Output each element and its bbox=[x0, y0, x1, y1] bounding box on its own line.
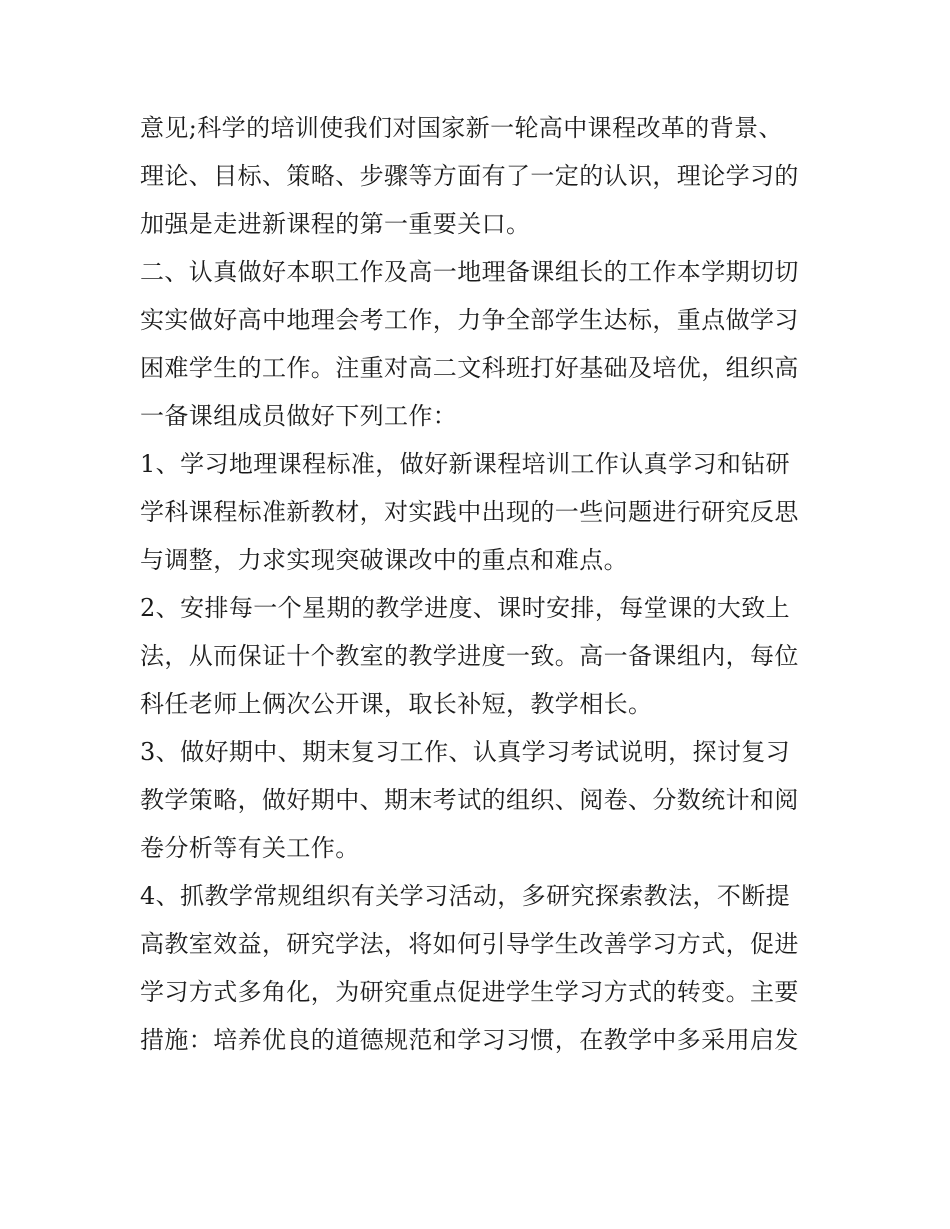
text-line: 科任老师上俩次公开课，取长补短，教学相长。 bbox=[140, 690, 653, 718]
text-line: 3、做好期中、期末复习工作、认真学习考试说明，探讨复习 bbox=[140, 738, 791, 766]
text-line: 4、抓教学常规组织有关学习活动，多研究探索教法，不断提 bbox=[140, 882, 791, 910]
text-line: 一备课组成员做好下列工作： bbox=[140, 402, 458, 430]
text-line: 卷分析等有关工作。 bbox=[140, 834, 360, 862]
text-line: 学习方式多角化，为研究重点促进学生学习方式的转变。主要 bbox=[140, 978, 799, 1006]
text-line: 意见;科学的培训使我们对国家新一轮高中课程改革的背景、 bbox=[140, 114, 783, 142]
text-line: 1、学习地理课程标准，做好新课程培训工作认真学习和钻研 bbox=[140, 450, 791, 478]
text-line: 与调整，力求实现突破课改中的重点和难点。 bbox=[140, 546, 628, 574]
text-line: 学科课程标准新教材，对实践中出现的一些问题进行研究反思 bbox=[140, 498, 799, 526]
text-line: 二、认真做好本职工作及高一地理备课组长的工作本学期切切 bbox=[140, 258, 799, 286]
text-line: 2、安排每一个星期的教学进度、课时安排，每堂课的大致上 bbox=[140, 594, 791, 622]
text-line: 法，从而保证十个教室的教学进度一致。高一备课组内，每位 bbox=[140, 642, 799, 670]
text-line: 措施：培养优良的道德规范和学习习惯，在教学中多采用启发 bbox=[140, 1026, 799, 1054]
document-body bbox=[140, 104, 820, 1064]
text-line: 教学策略，做好期中、期末考试的组织、阅卷、分数统计和阅 bbox=[140, 786, 799, 814]
text-line: 高教室效益，研究学法，将如何引导学生改善学习方式，促进 bbox=[140, 930, 799, 958]
text-line: 困难学生的工作。注重对高二文科班打好基础及培优，组织高 bbox=[140, 354, 799, 382]
text-line: 实实做好高中地理会考工作，力争全部学生达标，重点做学习 bbox=[140, 306, 799, 334]
text-line: 加强是走进新课程的第一重要关口。 bbox=[140, 210, 531, 238]
text-line: 理论、目标、策略、步骤等方面有了一定的认识，理论学习的 bbox=[140, 162, 799, 190]
